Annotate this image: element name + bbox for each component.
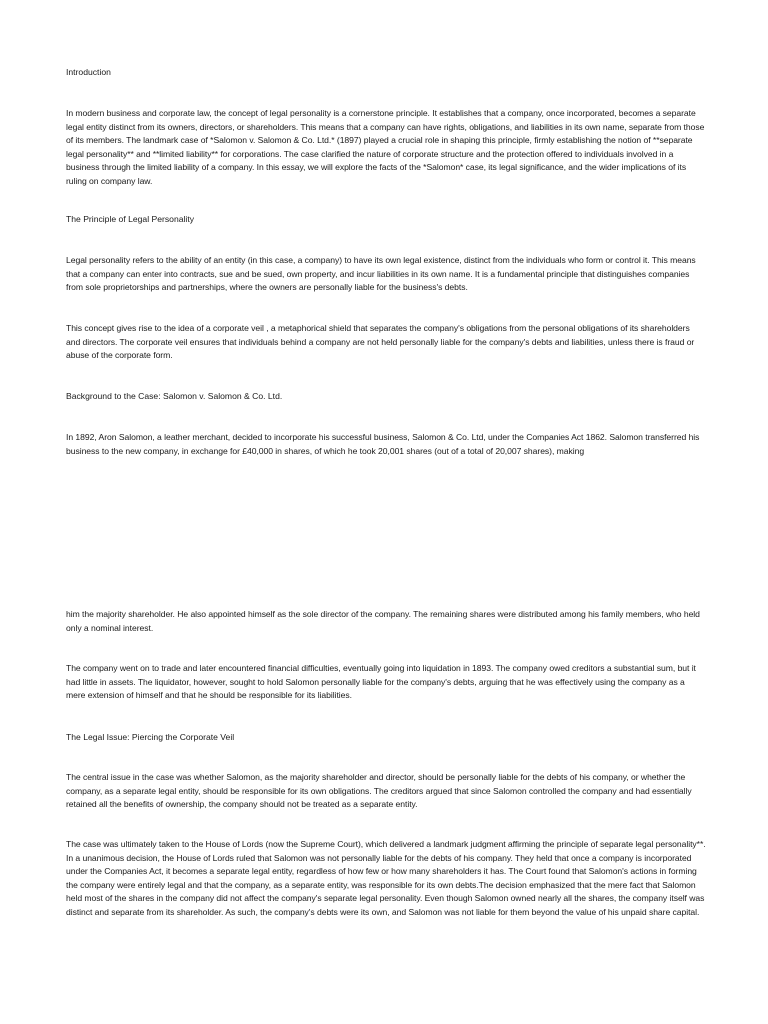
- legal-issue-heading: The Legal Issue: Piercing the Corporate Veil: [66, 732, 235, 742]
- principle-paragraph-1: Legal personality refers to the ability of an entity (in this case, a company) to have its own legal existence, distinct from the individuals who form or control it. This means that a company can enter into contracts, sue and be sued, own property, and incur liabilities in its own name. It is a fundamental principle that distinguishes companies from sole proprietorships and partnerships, where the owners are personally liable for the business's debts.: [66, 255, 696, 293]
- background-paragraph-1a: In 1892, Aron Salomon, a leather merchant, decided to incorporate his successful business, Salomon & Co. Ltd, under the Companies Act 1862. Salomon transferred his business to the new company, in exchange for £40,000 in shares, of which he took 20,001 shares (out of a total of 20,007 shares), making: [66, 432, 700, 456]
- background-paragraph-2: The company went on to trade and later encountered financial difficulties, eventually going into liquidation in 1893. The company owed creditors a substantial sum, but it had little in assets. The liquidator, however, sought to hold Salomon personally liable for the company's debts, arguing that he was effectively using the company as a mere extension of himself and that he should be responsible for its liabilities.: [66, 663, 696, 701]
- background-paragraph-1b: him the majority shareholder. He also appointed himself as the sole director of the company. The remaining shares were distributed among his family members, who held only a nominal interest.: [66, 609, 700, 633]
- background-heading: Background to the Case: Salomon v. Salomon & Co. Ltd.: [66, 391, 283, 401]
- legal-issue-paragraph-2: The case was ultimately taken to the House of Lords (now the Supreme Court), which delivered a landmark judgment affirming the principle of separate legal personality**. In a unanimous decision, the House of Lords ruled that Salomon was not personally liable for the debts of his company. They held that once a company is incorporated under the Companies Act, it becomes a separate legal entity, regardless of how few or how many shareholders it has. The Court found that Salomon's actions in forming the company were entirely legal and that the company, as a separate entity, was responsible for its own debts.The decision emphasized that the mere fact that Salomon held most of the shares in the company did not affect the company's separate legal personality. Even though Salomon owned nearly all the shares, the company itself was distinct and separate from its shareholder. As such, the company's debts were its own, and Salomon was not liable for them beyond the value of his unpaid share capital.: [66, 839, 706, 917]
- principle-heading: The Principle of Legal Personality: [66, 214, 195, 224]
- introduction-paragraph: In modern business and corporate law, the concept of legal personality is a cornerstone principle. It establishes that a company, once incorporated, becomes a separate legal entity distinct from its owners, directors, or shareholders. This means that a company can have rights, obligations, and liabilities in its own name, separate from those of its members. The landmark case of *Salomon v. Salomon & Co. Ltd.* (1897) played a crucial role in shaping this principle, firmly establishing the notion of **separate legal personality** and **limited liability** for corporations. The case clarified the nature of corporate structure and the protection offered to individuals involved in a business through the limited liability of a company. In this essay, we will explore the facts of the *Salomon* case, its legal significance, and the wider implications of its ruling on company law.: [66, 108, 705, 186]
- principle-paragraph-2: This concept gives rise to the idea of a corporate veil , a metaphorical shield that separates the company's obligations from the personal obligations of its shareholders and directors. The corporate veil ensures that individuals behind a company are not held personally liable for the company's debts and liabilities, unless there is fraud or abuse of the corporate form.: [66, 323, 695, 361]
- legal-issue-paragraph-1: The central issue in the case was whether Salomon, as the majority shareholder and director, should be personally liable for the debts of his company, or whether the company, as a separate legal entity, should be responsible for its own obligations. The creditors argued that since Salomon controlled the company and had essentially retained all the benefits of ownership, the company should not be treated as a separate entity.: [66, 772, 692, 810]
- introduction-heading: Introduction: [66, 67, 111, 77]
